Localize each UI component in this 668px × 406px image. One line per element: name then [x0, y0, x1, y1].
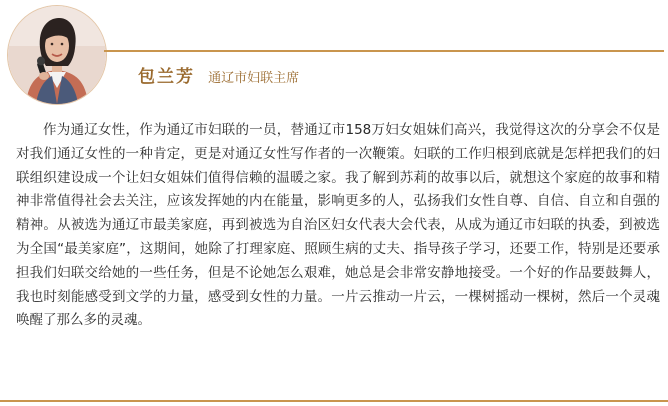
bottom-divider — [0, 400, 668, 402]
speaker-avatar — [8, 6, 106, 104]
speaker-title: 通辽市妇联主席 — [208, 71, 300, 86]
speaker-name: 包兰芳 — [138, 67, 195, 87]
speech-paragraph: 作为通辽女性，作为通辽市妇联的一员，替通辽市158万妇女姐妹们高兴，我觉得这次的分享会不仅是对我们通辽女性的一种肯定，更是对通辽女性写作者的一次鞭策。妇联的工作归根到底就是怎样把我们的妇联组织建设成一个让妇女姐妹们值得信赖的温暖之家。我了解到苏莉的故事以后，就想这个家庭的故事和精神非常值得社会去关注，应该发挥她的内在能量，影响更多的人，弘扬我们女性自尊、自信、自立和自强的精神。从被选为通辽市最美家庭，再到被选为自治区妇女代表大会代表，从成为通辽市妇联的执委，到被选为全国“最美家庭”，这期间，她除了打理家庭、照顾生病的丈夫、指导孩子学习，还要工作，特别是还要承担我们妇联交给她的一些任务，但是不论她怎么艰难，她总是会非常安静地接受。一个好的作品要鼓舞人，我也时刻能感受到文学的力量，感受到女性的力量。一片云推动一片云，一棵树摇动一棵树，然后一个灵魂唤醒了那么多的灵魂。 — [16, 122, 660, 329]
speaker-portrait-image — [8, 6, 106, 104]
header-divider — [104, 50, 664, 52]
speaker-header — [138, 62, 299, 87]
